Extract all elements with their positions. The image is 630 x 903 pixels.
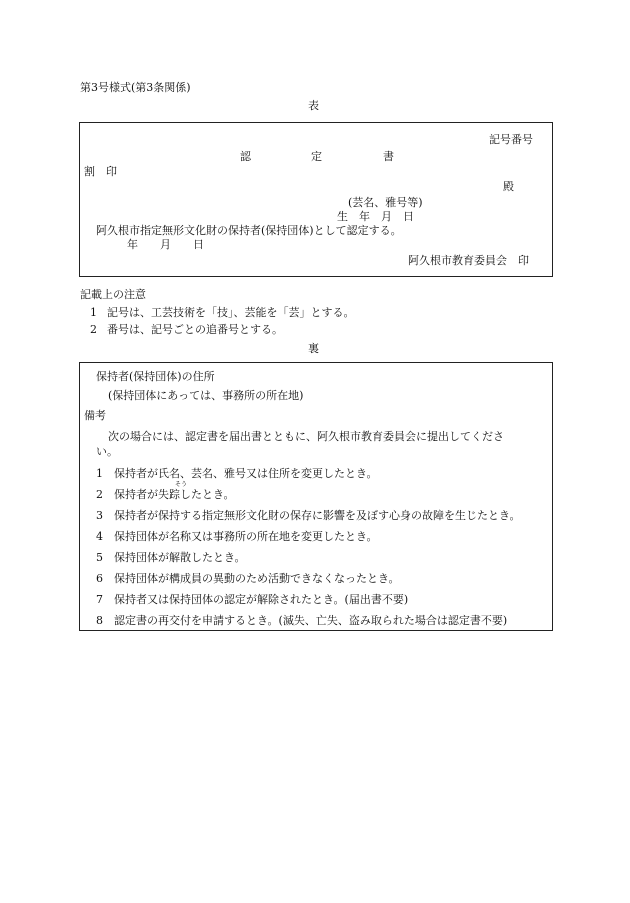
- remark-item-num: 4: [96, 530, 103, 543]
- remark-item-text: 保持者が失踪したとき。: [114, 488, 235, 501]
- ruby-annotation: そう: [175, 481, 188, 488]
- split-seal-label: 割 印: [84, 165, 117, 178]
- title-char-3: 書: [383, 150, 394, 163]
- issue-date-label: 年 月 日: [127, 238, 204, 251]
- honorific-label: 殿: [503, 180, 514, 193]
- title-char-2: 定: [311, 150, 322, 163]
- front-side-label: 表: [308, 99, 319, 112]
- remark-item-num: 3: [96, 509, 103, 522]
- certification-text: 阿久根市指定無形文化財の保持者(保持団体)として認定する。: [96, 224, 402, 237]
- remark-item-text: 保持者が保持する指定無形文化財の保存に影響を及ぼす心身の故障を生じたとき。: [114, 509, 521, 522]
- remark-item-text: 保持団体が名称又は事務所の所在地を変更したとき。: [114, 530, 378, 543]
- notes-heading: 記載上の注意: [80, 288, 146, 301]
- note-item-num: 1: [90, 306, 97, 319]
- issuer-label: 阿久根市教育委員会 印: [408, 254, 529, 267]
- remark-item-text: 保持者又は保持団体の認定が解除されたとき。(届出書不要): [114, 593, 409, 606]
- note-item-text: 番号は、記号ごとの追番号とする。: [107, 323, 283, 336]
- title-char-1: 認: [240, 150, 251, 163]
- remark-item-text: 認定書の再交付を申請するとき。(滅失、亡失、盗み取られた場合は認定書不要): [114, 614, 508, 627]
- form-number: 第3号様式(第3条関係): [80, 81, 191, 94]
- address-label: 保持者(保持団体)の住所: [96, 370, 215, 383]
- remarks-intro-line1: 次の場合には、認定書を届出書とともに、阿久根市教育委員会に提出してくださ: [108, 430, 504, 443]
- note-item-num: 2: [90, 323, 97, 336]
- address-note: (保持団体にあっては、事務所の所在地): [108, 389, 304, 402]
- remark-item-text: 保持団体が解散したとき。: [114, 551, 246, 564]
- remarks-intro-line2: い。: [96, 445, 118, 458]
- remarks-heading: 備考: [84, 409, 106, 422]
- remark-item-text: 保持団体が構成員の異動のため活動できなくなったとき。: [114, 572, 400, 585]
- remark-item-num: 8: [96, 614, 103, 627]
- remark-item-text: 保持者が氏名、芸名、雅号又は住所を変更したとき。: [114, 467, 378, 480]
- remark-item-num: 6: [96, 572, 103, 585]
- remark-item-num: 1: [96, 467, 103, 480]
- remark-item-num: 5: [96, 551, 103, 564]
- record-number-label: 記号番号: [489, 133, 533, 146]
- remark-item-num: 7: [96, 593, 103, 606]
- remark-item-num: 2: [96, 488, 103, 501]
- note-item-text: 記号は、工芸技術を「技」、芸能を「芸」とする。: [107, 306, 355, 319]
- birth-date-label: 生 年 月 日: [337, 210, 414, 223]
- back-side-label: 裏: [308, 342, 319, 355]
- stage-name-label: (芸名、雅号等): [348, 196, 423, 209]
